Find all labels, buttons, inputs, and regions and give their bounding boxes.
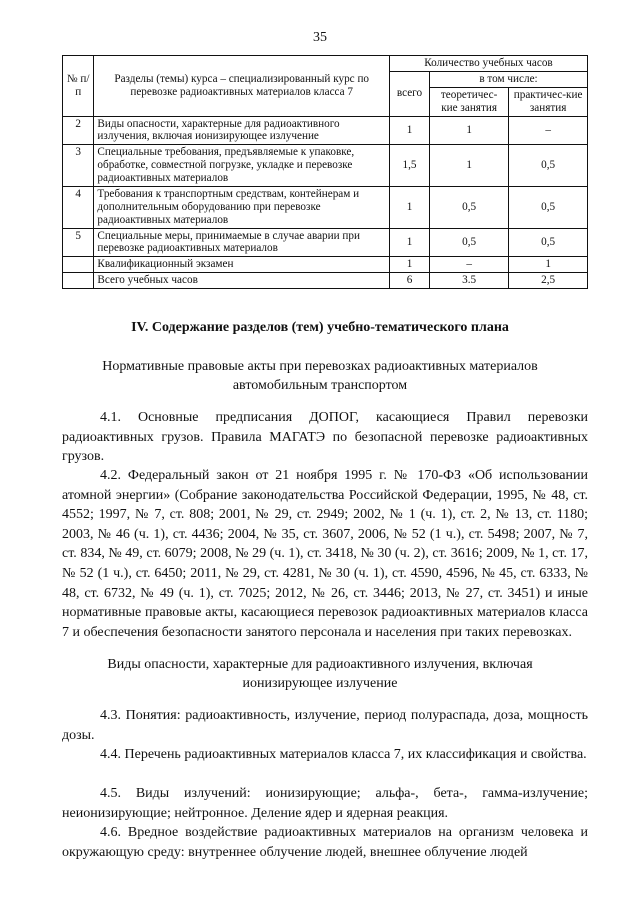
subheading-hazards: Виды опасности, характерные для радиоактивного излучения, включая ионизирующее излучение [107, 657, 533, 691]
header-total: всего [389, 71, 429, 116]
row-theory: 1 [430, 116, 509, 145]
table-row [63, 116, 588, 145]
table-row [63, 228, 588, 257]
row-num: 3 [63, 145, 94, 187]
row-num: 5 [63, 228, 94, 257]
header-theory: теоретичес-кие занятия [430, 87, 509, 116]
row-theory: 0,5 [430, 228, 509, 257]
row-name: Специальные меры, принимаемые в случае аварии при перевозке радиоактивных материалов [94, 228, 390, 257]
row-num [63, 257, 94, 273]
table-row [63, 145, 588, 187]
row-total: 1 [389, 186, 429, 228]
row-practice: 0,5 [509, 145, 588, 187]
row-name: Требования к транспортным средствам, контейнерам и дополнительным оборудованию при перевозке радиоактивных материалов [94, 186, 390, 228]
paragraph-4-4: 4.4. Перечень радиоактивных материалов класса 7, их классификация и свойства. [100, 747, 587, 762]
row-theory: 0,5 [430, 186, 509, 228]
row-total: 1,5 [389, 145, 429, 187]
paragraph-4-5: 4.5. Виды излучений: ионизирующие; альфа-, бета-, гамма-излучение; неионизирующие; нейтронное. Деление ядер и ядерная реакция. [62, 786, 588, 821]
row-name: Квалификационный экзамен [94, 257, 390, 273]
header-including: в том числе: [430, 71, 588, 87]
course-table [62, 55, 588, 289]
header-hours-group: Количество учебных часов [389, 56, 587, 72]
row-practice: 0,5 [509, 186, 588, 228]
total-row-theory: 3.5 [430, 273, 509, 289]
row-total: 1 [389, 116, 429, 145]
total-row-practice: 2,5 [509, 273, 588, 289]
row-theory: 1 [430, 145, 509, 187]
paragraph-4-2: 4.2. Федеральный закон от 21 ноября 1995 г. № 170-ФЗ «Об использовании атомной энергии» (Собрание законодательства Российской Федерации, 1995, № 48, ст. 4552; 1997, № 7, ст. 808; 2001, № 29, ст. 2949; 2002, № 1 (ч. 1), ст. 2, № 13, ст. 1180; 2003, № 46 (ч. 1), ст. 4436; 2004, № 35, ст. 3607, 2006, № 52 (1 ч.), ст. 5498; 2007, № 7, ст. 834, № 49, ст. 6079; 2008, № 29 (ч. 1), ст. 3418, № 30 (ч. 2), ст. 3616; 2009, № 1, ст. 17, № 52 (1 ч.), ст. 6450; 2011, № 29, ст. 4281, № 30 (ч. 1), ст. 4590, 4596, № 45, ст. 6333, № 48, ст. 6732, № 49 (ч. 1), ст. 7025; 2012, № 26, ст. 3446; 2013, № 27, ст. 3451) и иные нормативные правовые акты, касающиеся перевозок радиоактивных материалов класса 7 и обеспечения безопасности занятого персонала и населения при таких перевозках. [62, 468, 588, 640]
section-title: IV. Содержание разделов (тем) учебно-тематического плана [131, 320, 509, 335]
row-num: 2 [63, 116, 94, 145]
row-total: 1 [389, 228, 429, 257]
table-header-row [63, 56, 588, 72]
total-row-name: Всего учебных часов [94, 273, 390, 289]
row-name: Виды опасности, характерные для радиоактивного излучения, включая ионизирующее излучение [94, 116, 390, 145]
paragraph-4-3: 4.3. Понятия: радиоактивность, излучение, период полураспада, доза, мощность дозы. [62, 708, 588, 743]
table-row [63, 257, 588, 273]
row-theory: – [430, 257, 509, 273]
row-practice: – [509, 116, 588, 145]
total-row-total: 6 [389, 273, 429, 289]
row-name: Специальные требования, предъявляемые к упаковке, обработке, совместной погрузке, укладке и перевозке радиоактивных материалов [94, 145, 390, 187]
paragraph-4-6: 4.6. Вредное воздействие радиоактивных материалов на организм человека и окружающую среду: внутреннее облучение людей, внешнее облучение людей [62, 825, 588, 860]
table-total-row [63, 273, 588, 289]
row-num: 4 [63, 186, 94, 228]
row-practice: 0,5 [509, 228, 588, 257]
header-sections: Разделы (темы) курса – специализированный курс по перевозке радиоактивных материалов класса 7 [94, 56, 390, 117]
table-row [63, 186, 588, 228]
row-practice: 1 [509, 257, 588, 273]
header-practice: практичес-кие занятия [509, 87, 588, 116]
subheading-legal-acts: Нормативные правовые акты при перевозках радиоактивных материалов автомобильным транспортом [102, 359, 538, 393]
page-number: 35 [313, 30, 327, 45]
row-total: 1 [389, 257, 429, 273]
paragraph-4-1: 4.1. Основные предписания ДОПОГ, касающиеся Правил перевозки радиоактивных грузов. Правила МАГАТЭ по безопасной перевозке радиоактивных грузов. [62, 410, 588, 465]
header-num: № п/п [63, 56, 94, 117]
